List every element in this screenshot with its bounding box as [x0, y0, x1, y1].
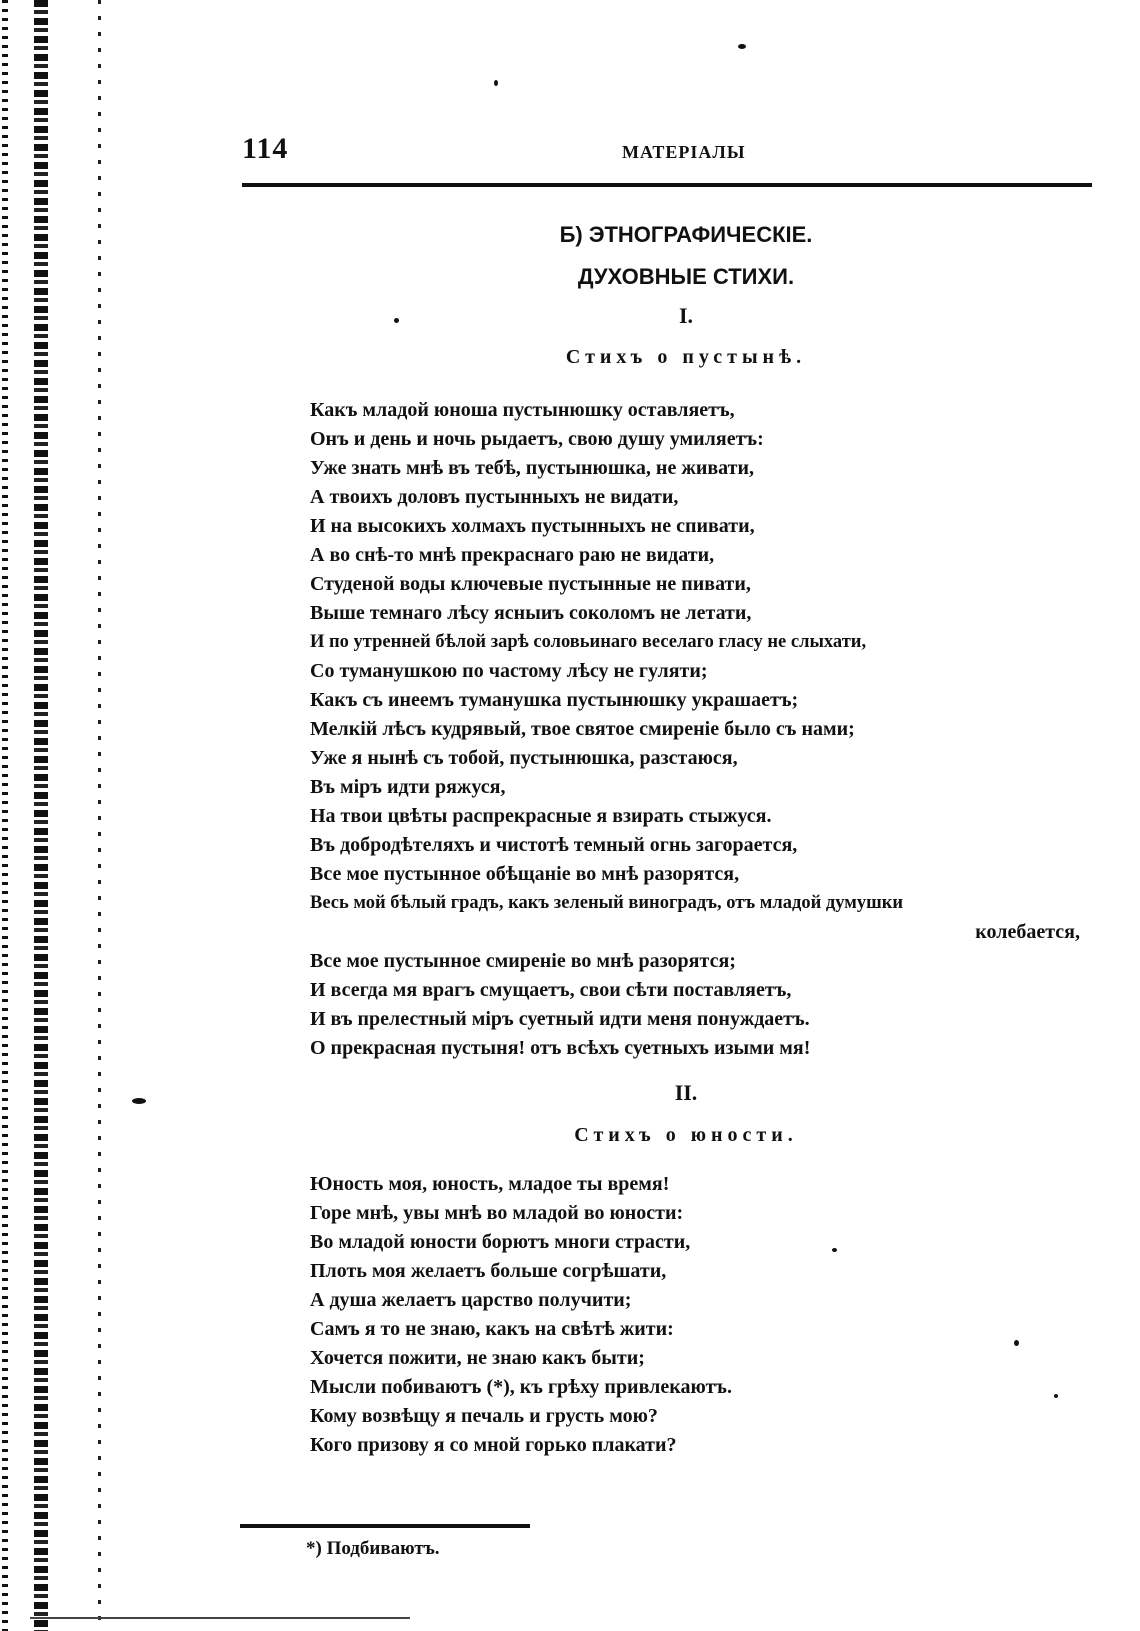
poem-line: Мелкій лѣсъ кудрявый, твое святое смиреніе было съ нами; [310, 718, 855, 740]
poem-line: И въ прелестный міръ суетный идти меня понуждаетъ. [310, 1008, 810, 1030]
poem-line: Все мое пустынное смиреніе во мнѣ разорятся; [310, 950, 736, 972]
poem-line: На твои цвѣты распрекрасные я взирать стыжуся. [310, 805, 772, 827]
running-title: МАТЕРІАЛЫ [622, 142, 746, 162]
poem-line: Уже знать мнѣ въ тебѣ, пустынюшка, не живати, [310, 457, 754, 479]
poem-line: О прекрасная пустыня! отъ всѣхъ суетныхъ изыми мя! [310, 1037, 811, 1059]
poem-line: Весь мой бѣлый градъ, какъ зеленый виноградъ, отъ младой думушки [310, 893, 904, 913]
scan-speck [132, 1098, 146, 1104]
poem-line: Уже я нынѣ съ тобой, пустынюшка, разстаюся, [310, 747, 738, 769]
poem-line: Мысли побиваютъ (*), къ грѣху привлекаютъ. [310, 1376, 732, 1398]
poem-line: Самъ я то не знаю, какъ на свѣтѣ жити: [310, 1318, 674, 1340]
page-number: 114 [242, 132, 289, 165]
section-title: Б) ЭТНОГРАФИЧЕСКІЕ. [559, 222, 813, 247]
poem-line: Во младой юности борютъ многи страсти, [310, 1231, 691, 1253]
poem-line: И всегда мя врагъ смущаетъ, свои сѣти поставляетъ, [310, 979, 792, 1001]
poem-line: Кого призову я со мной горько плакати? [310, 1434, 677, 1456]
poem-line: Все мое пустынное обѣщаніе во мнѣ разорятся, [310, 863, 740, 885]
poem-line: Выше темнаго лѣсу ясныиъ соколомъ не летати, [310, 602, 752, 624]
poem-title: Стихъ о пустынѣ. [565, 346, 807, 368]
poem-line: Студеной воды ключевые пустынные не пивати, [310, 573, 751, 595]
poem-line: Юность моя, юность, младое ты время! [310, 1173, 670, 1195]
poem-line: Въ добродѣтеляхъ и чистотѣ темный огнь загорается, [310, 834, 798, 856]
poem-line: А душа желаетъ царство получити; [310, 1289, 632, 1311]
poem-line-continuation: колебается, [975, 921, 1080, 943]
poem-line: Кому возвѣщу я печаль и грусть мою? [310, 1405, 658, 1427]
footnote-rule [240, 1524, 530, 1528]
poem-line: Горе мнѣ, увы мнѣ во младой во юности: [310, 1202, 684, 1224]
binding-margin-dots [98, 0, 101, 1631]
poem-line: Плоть моя желаетъ больше согрѣшати, [310, 1260, 667, 1282]
poem-line: Онъ и день и ночь рыдаетъ, свою душу умиляетъ: [310, 428, 764, 450]
binding-shadow [2, 0, 8, 1631]
header-rule [242, 183, 1092, 187]
poem-line: А во снѣ-то мнѣ прекраснаго раю не видати, [310, 544, 715, 566]
poem-line: Какъ младой юноша пустынюшку оставляетъ, [310, 399, 735, 421]
poem-line: А твоихъ доловъ пустынныхъ не видати, [310, 486, 679, 508]
poem-number: I. [678, 303, 694, 328]
poem-line: Какъ съ инеемъ туманушка пустынюшку украшаетъ; [310, 689, 799, 711]
poem-line: Въ міръ идти ряжуся, [310, 776, 506, 798]
poem-line: И по утренней бѣлой зарѣ соловьинаго веселаго гласу не слыхати, [310, 632, 867, 652]
poem-text [310, 1170, 1080, 1460]
binding-edge [34, 0, 48, 1631]
poem-text [310, 396, 1080, 1063]
poem-title: Стихъ о юности. [574, 1124, 798, 1146]
poem-line: Хочется пожити, не знаю какъ быти; [310, 1347, 645, 1369]
page-header [242, 132, 1090, 172]
scan-speck [494, 80, 498, 86]
subsection-title: ДУХОВНЫЕ СТИХИ. [577, 264, 795, 289]
scan-bottom-line [30, 1617, 410, 1619]
scan-speck [738, 44, 746, 49]
poem-number: II. [674, 1080, 698, 1105]
poem-line: И на высокихъ холмахъ пустынныхъ не спивати, [310, 515, 755, 537]
poem-line: Со туманушкою по частому лѣсу не гуляти; [310, 660, 708, 682]
footnote: *) Подбиваютъ. [306, 1538, 440, 1559]
